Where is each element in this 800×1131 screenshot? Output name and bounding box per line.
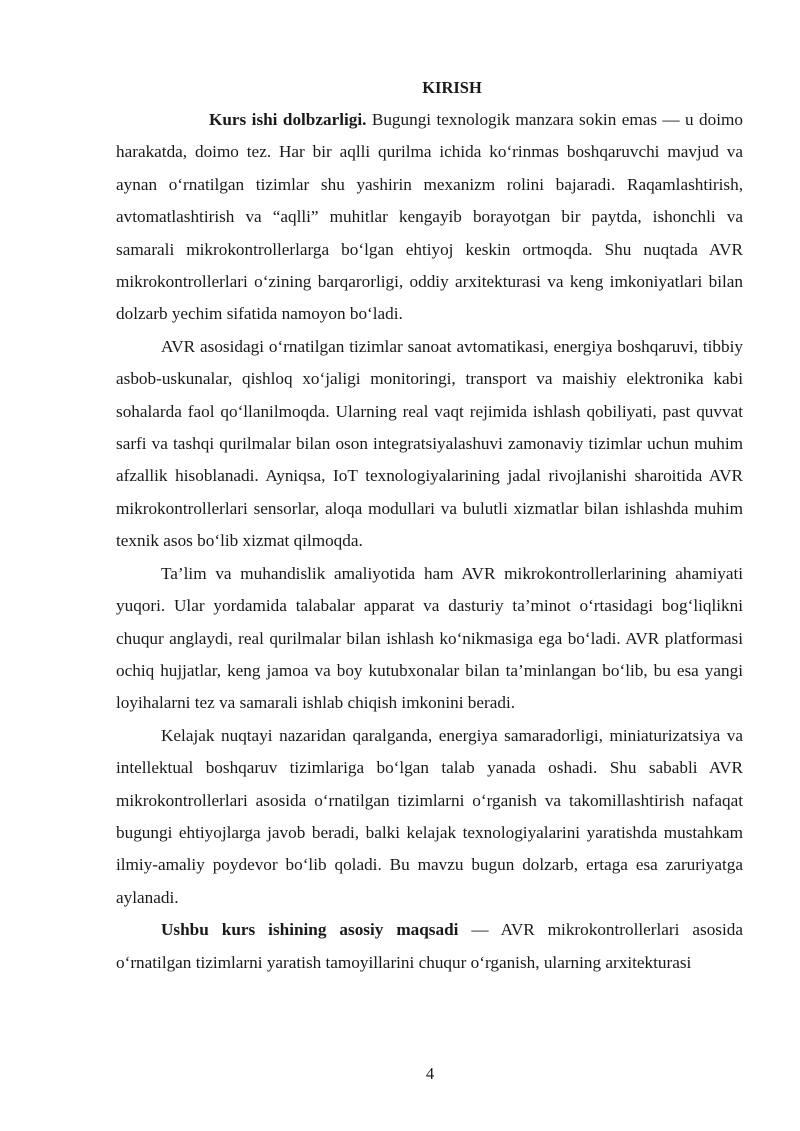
paragraph-text: — AVR mikrokontrollerlari asosida oʻrnatilgan tizimlarni yaratish tamoyillarini chuqur oʻrganish, ularning arxitekturasi — [116, 920, 743, 972]
paragraph-future — [116, 720, 743, 914]
paragraph-text: AVR asosidagi oʻrnatilgan tizimlar sanoat avtomatikasi, energiya boshqaruvi, tibbiy asbob-uskunalar, qishloq xoʻjaligi monitoringi, transport va maishiy elektronika kabi sohalarda faol qoʻllanilmoqda. Ularning real vaqt rejimida ishlash qobiliyati, past quvvat sarfi va tashqi qurilmalar bilan oson integratsiyalashuvi zamonaviy tizimlar uchun muhim afzallik hisoblanadi. Ayniqsa, IoT texnologiyalarining jadal rivojlanishi sharoitida AVR mikrokontrollerlari sensorlar, aloqa modullari va bulutli xizmatlar bilan ishlashda muhim texnik asos boʻlib xizmat qilmoqda. — [116, 336, 743, 551]
paragraph-education — [116, 558, 743, 720]
paragraph-relevance — [116, 104, 743, 331]
page-number: 4 — [425, 1064, 435, 1083]
paragraph-lead: Ushbu kurs ishining asosiy maqsadi — [161, 920, 459, 940]
paragraph-text: Ta’lim va muhandislik amaliyotida ham AVR mikrokontrollerlarining ahamiyati yuqori. Ular yordamida talabalar apparat va dasturiy ta’minot oʻrtasidagi bogʻliqlikni chuqur anglaydi, real qurilmalar bilan ishlash koʻnikmasiga ega boʻladi. AVR platformasi ochiq hujjatlar, keng jamoa va boy kutubxonalar bilan ta’minlangan boʻlib, bu esa yangi loyihalarni tez va samarali ishlab chiqish imkonini beradi. — [116, 563, 743, 713]
body-text — [116, 104, 743, 979]
paragraph-goal — [116, 914, 743, 979]
paragraph-text: Bugungi texnologik manzara sokin emas — u doimo harakatda, doimo tez. Har bir aqlli qurilma ichida koʻrinmas boshqaruvchi mavjud va aynan oʻrnatilgan tizimlar shu yashirin mexanizm rolini bajaradi. Raqamlashtirish, avtomatlashtirish va “aqlli” muhitlar kengayib borayotgan bir paytda, ishonchli va samarali mikrokontrollerlarga boʻlgan ehtiyoj keskin ortmoqda. Shu nuqtada AVR mikrokontrollerlari oʻzining barqarorligi, oddiy arxitekturasi va keng imkoniyatlari bilan dolzarb yechim sifatida namoyon boʻladi. — [116, 110, 743, 324]
paragraph-applications — [116, 331, 743, 558]
paragraph-text: Kelajak nuqtayi nazaridan qaralganda, energiya samaradorligi, miniaturizatsiya va intellektual boshqaruv tizimlariga boʻlgan talab yanada oshadi. Shu sababli AVR mikrokontrollerlari asosida oʻrnatilgan tizimlarni oʻrganish va takomillashtirish nafaqat bugungi ehtiyojlarga javob beradi, balki kelajak texnologiyalarini yaratishda mustahkam ilmiy-amaliy poydevor boʻlib qoladi. Bu mavzu bugun dolzarb, ertaga esa zaruriyatga aylanadi. — [116, 725, 743, 907]
paragraph-lead: Kurs ishi dolbzarligi. — [209, 110, 367, 129]
section-title: KIRISH — [422, 78, 482, 97]
